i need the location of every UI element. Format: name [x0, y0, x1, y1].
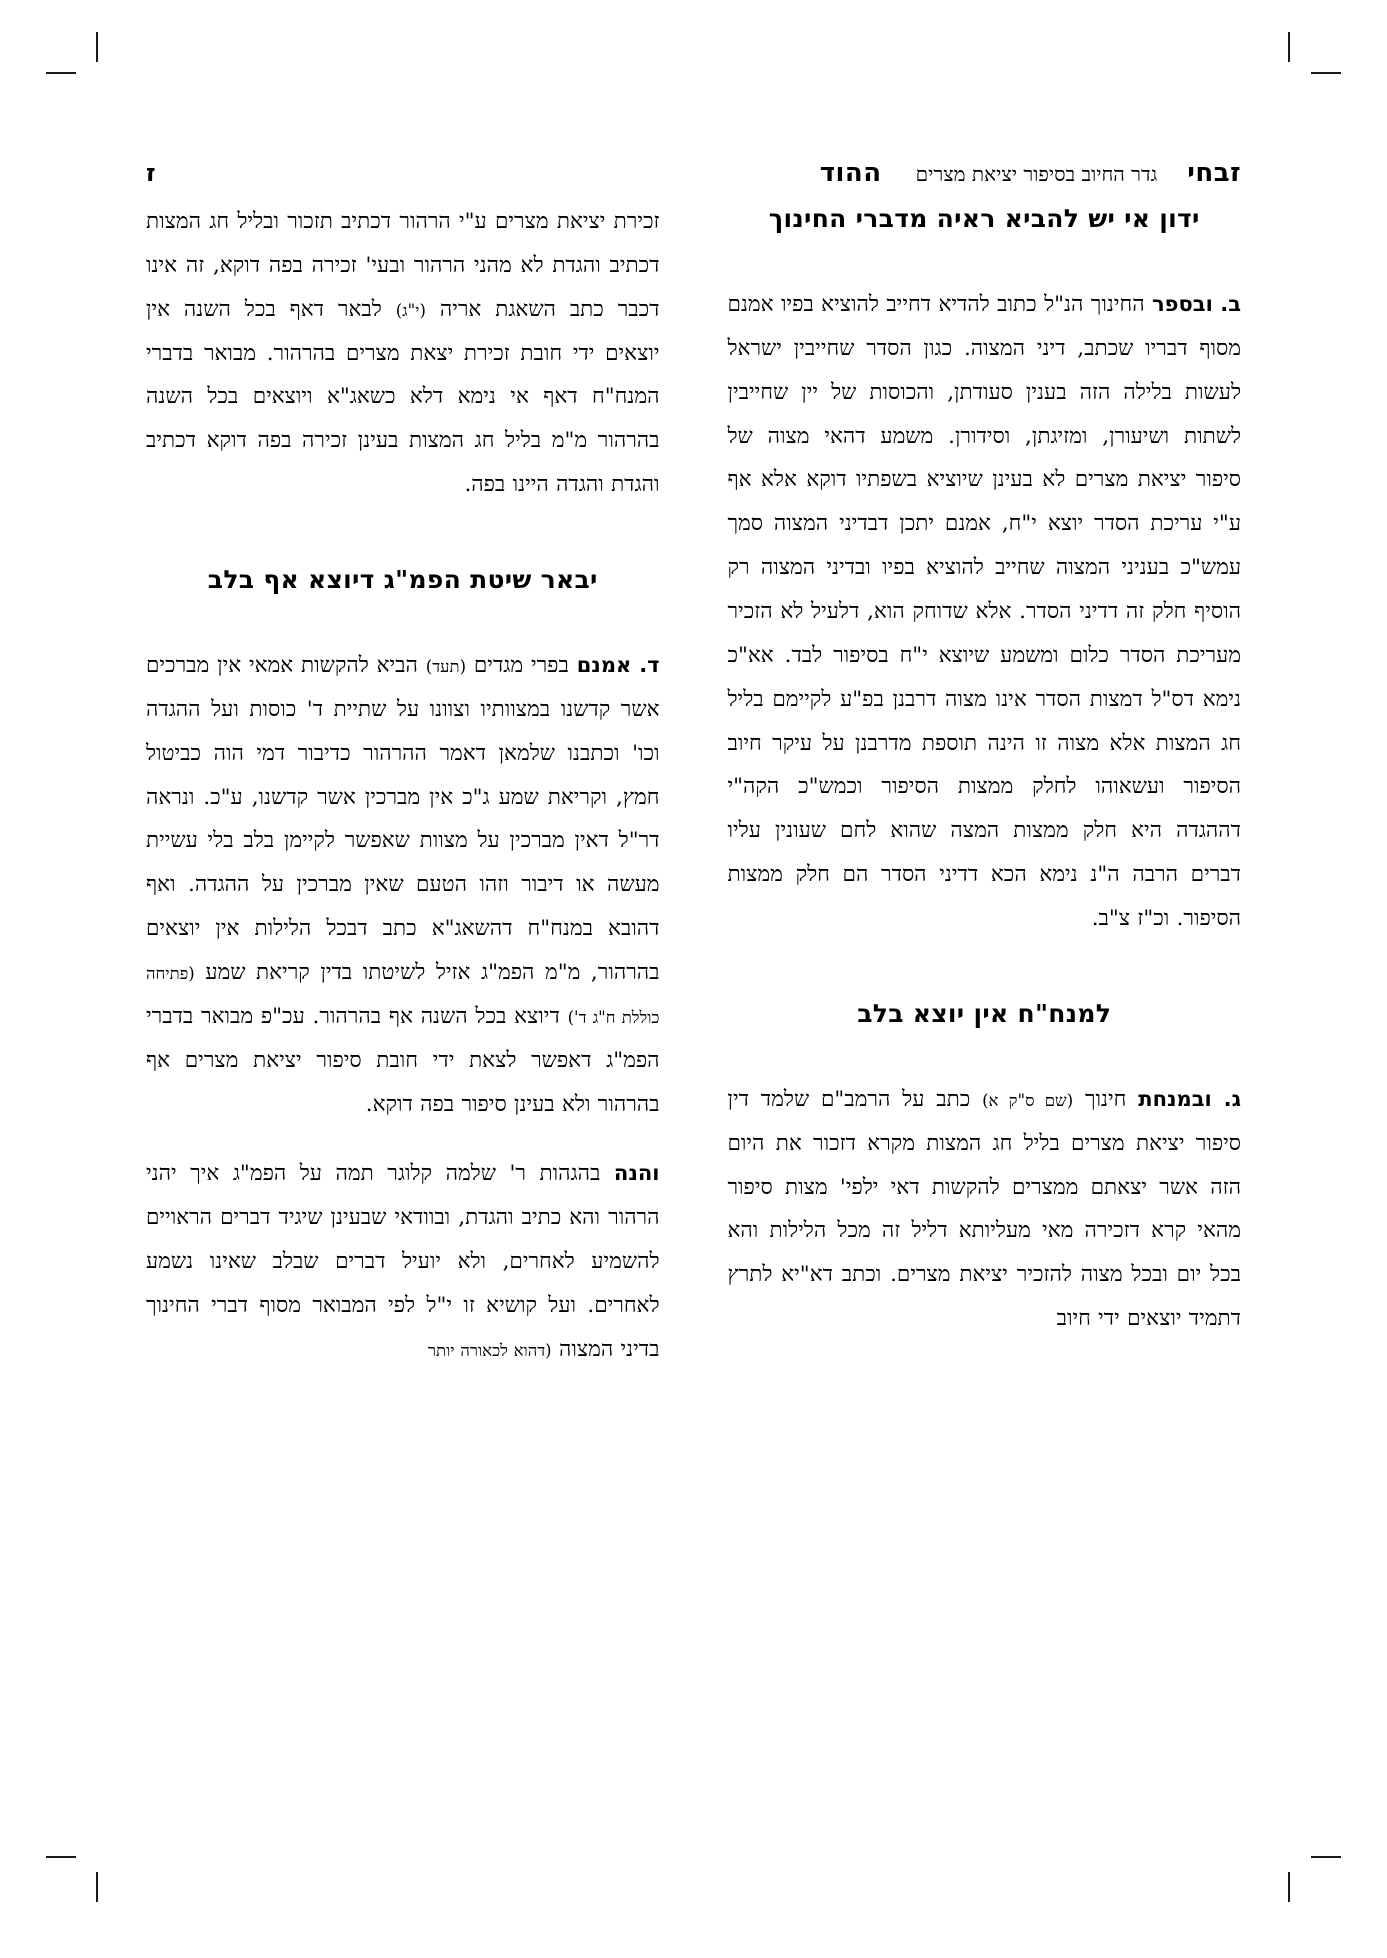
running-head-series-title: ההוד [819, 158, 882, 188]
paragraph-marker-bet: ב. [1220, 292, 1242, 316]
crop-mark-top-left-horizontal [46, 72, 76, 74]
crop-mark-bottom-left-horizontal [46, 1856, 76, 1858]
crop-mark-top-right-vertical [1288, 32, 1290, 62]
source-reference-pri-megadim: (תעד) [425, 657, 467, 677]
body-columns [146, 200, 1241, 1850]
column-left [146, 200, 660, 1850]
section-heading-pmg-shita: יבאר שיטת הפמ"ג דיוצא אף בלב [207, 565, 598, 595]
paragraph-text-continuation-b: לבאר דאף בכל השנה אין יוצאים ידי חובת זכירת יצאת מצרים בהרהור. מבואר בדברי המנח"ח דאף אי נימא דלא כשאג"א ויוצאים בכל השנה בהרהור מ"מ בליל חג המצות בעינן זכירה בפה דוקא דכתיב והגדת והגדה היינו בפה. [146, 296, 660, 498]
paragraph-lead-word-vehinei: והנה [613, 1161, 660, 1186]
crop-mark-bottom-right-horizontal [1311, 1856, 1341, 1858]
paragraph-marker-daled: ד. [639, 653, 660, 678]
section-heading-minchas-chinuch: למנח"ח אין יוצא בלב [857, 998, 1112, 1028]
crop-mark-top-left-vertical [96, 32, 98, 62]
paragraph-daled [146, 644, 660, 1126]
crop-mark-bottom-right-vertical [1288, 1872, 1290, 1902]
paragraph-text-vehinei: בהגהות ר' שלמה קלוגר תמה על הפמ"ג איך יהני הרהור והא כתיב והגדת, ובוודאי שבעינן שיגיד דברים הראויים להשמיע לאחרים, ולא יועיל דברים שבלב שאינו נשמע לאחרים. ועל קושיא זו י"ל לפי המבואר מסוף דברי החינוך בדיני המצוה [146, 1161, 660, 1362]
paragraph-vehinei [146, 1152, 660, 1371]
paragraph-text-gimel: כתב על הרמב"ם שלמד דין סיפור יציאת מצרים בליל חג המצות מקרא דזכור את היום הזה אשר יצאתם ממצרים להקשות דאי ילפי' מצות סיפור מהאי קרא דזכירה מאי מעליותא דליל זה מכל הלילות והא בכל יום ובכל מצוה להזכיר יציאת מצרים. וכתב דא"יא לתרץ דתמיד יוצאים ידי חיוב [727, 1086, 1241, 1332]
paragraph-text-daled-pre-ref: בפרי מגדים [473, 653, 569, 679]
crop-mark-top-right-horizontal [1311, 72, 1341, 74]
crop-mark-bottom-left-vertical [96, 1872, 98, 1902]
running-head-topic: גדר החיוב בסיפור יציאת מצרים [915, 162, 1158, 186]
paragraph-lead-word-gimel: ובמנחת [1138, 1086, 1212, 1111]
paragraph-lead-word-daled: אמנם [576, 653, 632, 678]
source-reference-pesicha-kollelet: (פתיחה כוללת ח"ג ד') [146, 964, 660, 1027]
paragraph-text-daled: הביא להקשות אמאי אין מברכים אשר קדשנו במצוותיו וצוונו על שתיית ד' כוסות ועל ההגדה וכו' וכתבנו שלמאן דאמר ההרהור כדיבור דמי הוה כביטול חמץ, וקריאת שמע ג"כ אין מברכין אשר קדשנו, ע"כ. ונראה דר"ל דאין מברכין על מצוות שאפשר לקיימן בלב בלי עשיית מעשה או דיבור וזהו הטעם שאין מברכין על ההגדה. ואף דהובא במנח"ח דהשאג"א כתב דבכל הלילות אין יוצאים בהרהור, מ"מ הפמ"ג אזיל לשיטתו בדין קריאת שמע [146, 653, 660, 986]
paragraph-gimel [728, 1078, 1242, 1341]
source-reference-gimel: (שם ס"ק א) [982, 1090, 1074, 1110]
page-folio-number: ז [146, 159, 156, 187]
source-reference-shaagas-aryeh: (י"ג) [395, 300, 426, 320]
paragraph-text-gimel-pre-ref: חינוך [1084, 1086, 1127, 1112]
paragraph-continuation-top [146, 200, 660, 507]
source-reference-chinuch-dinei-hamitzvah: (דהוא לכאורה יותר [427, 1340, 552, 1360]
paragraph-marker-gimel: ג. [1223, 1086, 1241, 1111]
running-head [146, 158, 1241, 192]
section-heading-chinuch-proof: ידון אי יש להביא ראיה מדברי החינוך [768, 204, 1200, 233]
paragraph-lead-word-bet: ובספר [1152, 292, 1213, 316]
paragraph-text-bet: החינוך הנ"ל כתוב להדיא דחייב להוציא בפיו אמנם מסוף דבריו שכתב, דיני המצוה. כגון הסדר שחייבין ישראל לעשות בלילה הזה בענין סעודתן, והכוסות של יין שחייבין לשתות ושיעורן, ומזיגתן, וסידורן. משמע דהאי מצוה של סיפור יציאת מצרים לא בעינן שיוציא בשפתיו דוקא אלא אף ע"י עריכת הסדר יוצא י"ח, אמנם יתכן דבדיני המצוה סמך עמש"כ בעניני המצוה שחייב להוציא בפיו ובדיני המצוה רק הוסיף חלק זה דדיני הסדר. אלא שדוחק הוא, דלעיל לא הזכיר מעריכת הסדר כלום ומשמע שיוצא י"ח בסיפור לבד. אא"כ נימא דס"ל דמצות הסדר אינו מצוה דרבנן בפ"ע לקיימם בליל חג המצות אלא מצוה זו הינה תוספת מדרבנן על עיקר חיוב הסיפור ועשאוהו לחלק ממצות הסיפור וכמש"כ הקה"י דההגדה היא חלק ממצות המצה שהוא לחם שעונין עליו דברים הרבה ה"נ נימא הכא דדיני הסדר הם חלק ממצות הסיפור. וכ"ז צ"ב. [727, 292, 1241, 932]
paragraph-text-continuation-a: זכירת יציאת מצרים ע"י הרהור דכתיב תזכור ובליל חג המצות דכתיב והגדת לא מהני הרהור ובעי' זכירה בפה דוקא, זה אינו דכבר כתב השאגת אריה [146, 209, 660, 322]
column-right [728, 200, 1242, 1850]
running-head-book-title: זבחי [1187, 158, 1241, 188]
paragraph-bet [728, 283, 1242, 941]
paragraph-text-daled-tail: דיוצא בכל השנה אף בהרהור. עכ"פ מבואר בדברי הפמ"ג דאפשר לצאת ידי חובת סיפור יציאת מצרים אף בהרהור ולא בעינן סיפור בפה דוקא. [146, 1003, 660, 1117]
